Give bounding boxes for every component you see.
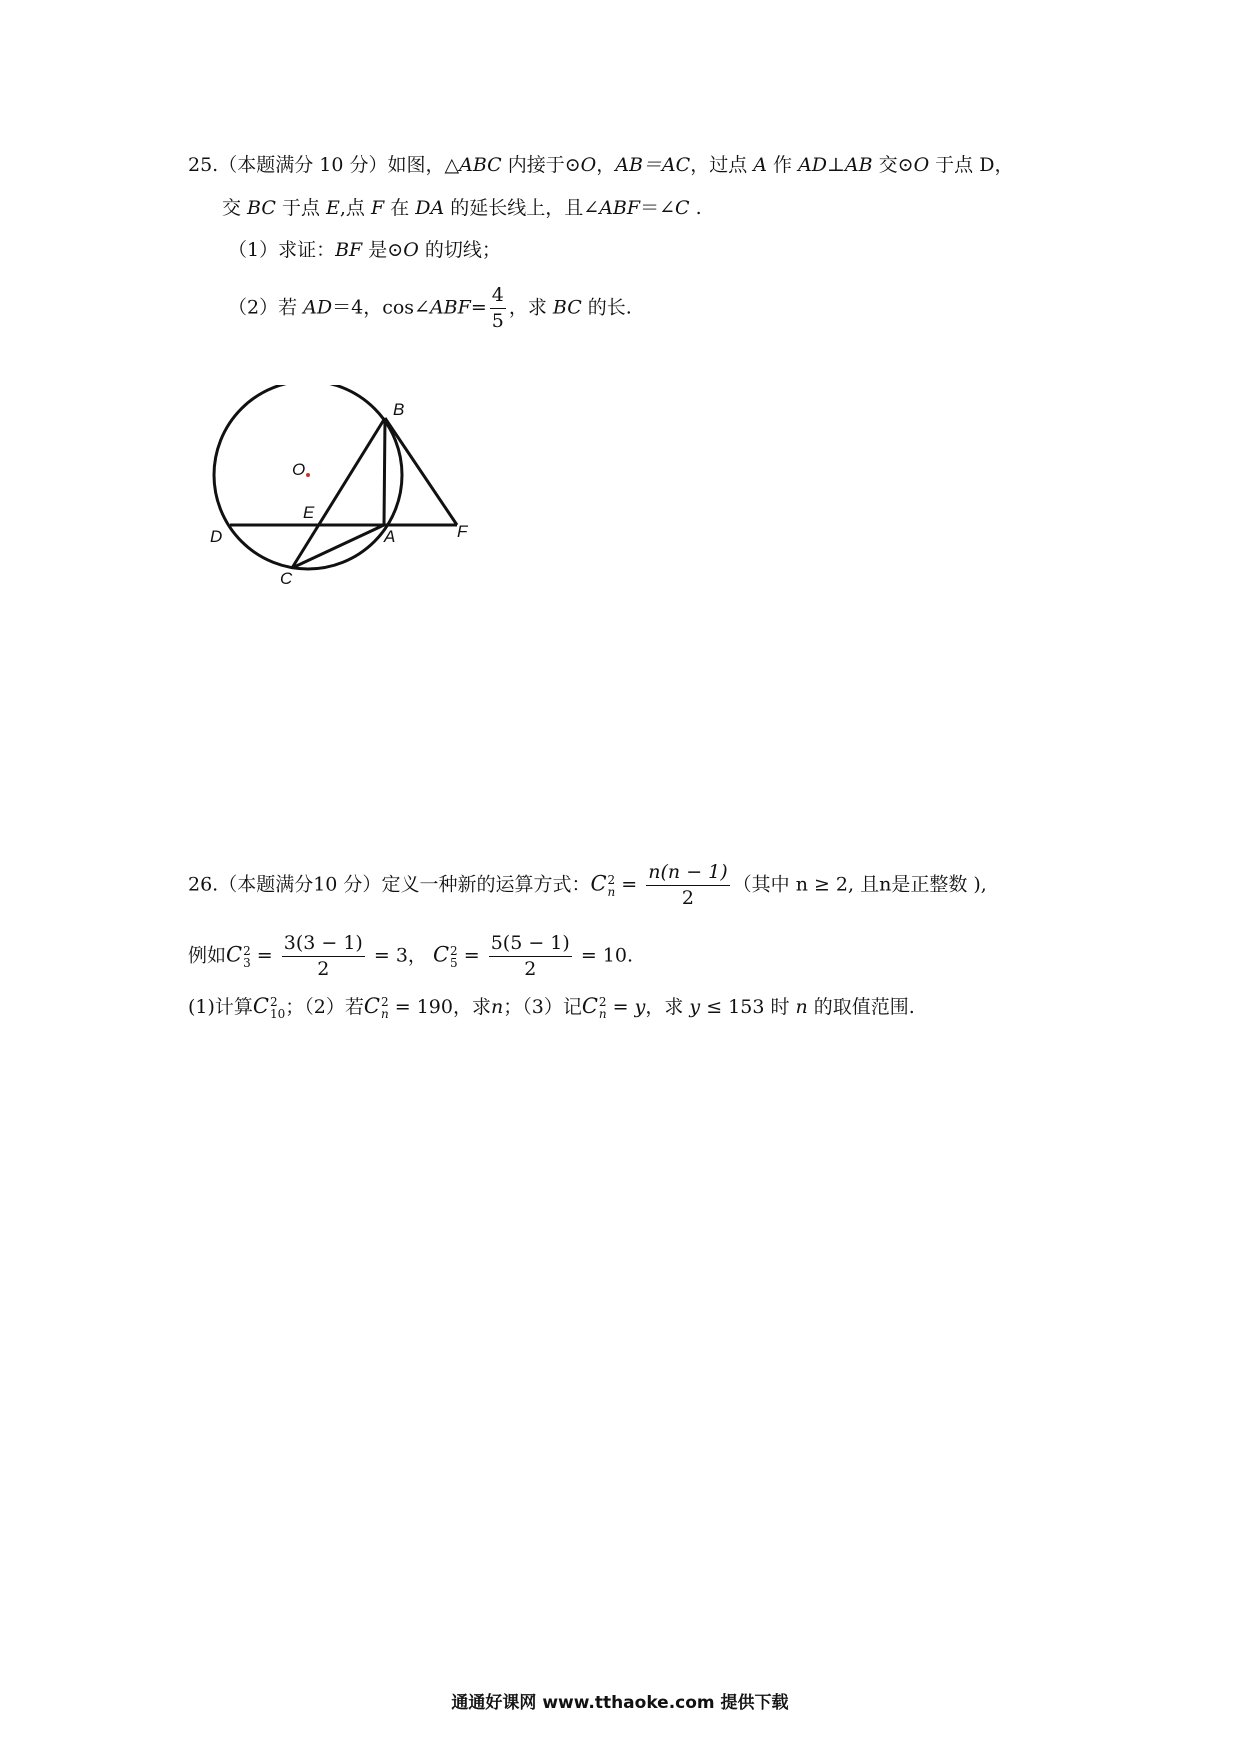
example-2-fraction: $\frac{5(5 - 1)}{2}$: [490, 932, 570, 980]
label-O: O: [292, 460, 306, 479]
q25-part-1: （1）求证：BF 是⊙O 的切线；: [228, 239, 501, 261]
segment-BA: [384, 418, 385, 525]
geometry-figure: [200, 385, 500, 605]
definition-fraction: $\frac{n(n - 1)}{2}$: [648, 861, 728, 909]
label-E: E: [303, 503, 315, 522]
example-1-fraction: $\frac{3(3 - 1)}{2}$: [283, 932, 363, 980]
q25-line-2: 交 BC 于点 E,点 F 在 DA 的延长线上，且∠ABF＝∠C .: [222, 197, 702, 219]
footer-source: 通通好课网 www.tthaoke.com 提供下载: [451, 1693, 789, 1713]
label-A: A: [384, 527, 396, 546]
center-dot: [306, 473, 310, 477]
label-C: C: [280, 569, 293, 588]
label-B: B: [393, 400, 405, 419]
q25-part-2: （2）若 AD＝4，cos∠ABF= $\frac{4}{5}$ ，求 BC 的长.: [228, 284, 632, 332]
q25-line-1: 25.（本题满分 10 分）如图，△ABC 内接于⊙O，AB＝AC，过点 A 作 AD⊥AB 交⊙O 于点 D，: [188, 154, 1014, 176]
q26-line-1: 26.（本题满分10 分）定义一种新的运算方式：C 2 n = $\frac{n(n - 1)}{2}$ （其中 n ≥ 2, 且n是正整数 ),: [188, 861, 987, 909]
label-D: D: [210, 527, 223, 546]
q26-line-3: (1)计算C 2 10 ；（2）若C 2 n = 190，求n；（3）记C 2 n = y，求 y ≤ 153 时 n 的取值范围.: [188, 994, 915, 1021]
label-F: F: [457, 522, 468, 541]
q26-line-2: 例如C 2 3 = $\frac{3(3 - 1)}{2}$ = 3， C 2 5 = $\frac{5(5 - 1)}{2}$ = 10.: [188, 932, 633, 980]
cos-fraction: $\frac{4}{5}$: [491, 284, 504, 332]
